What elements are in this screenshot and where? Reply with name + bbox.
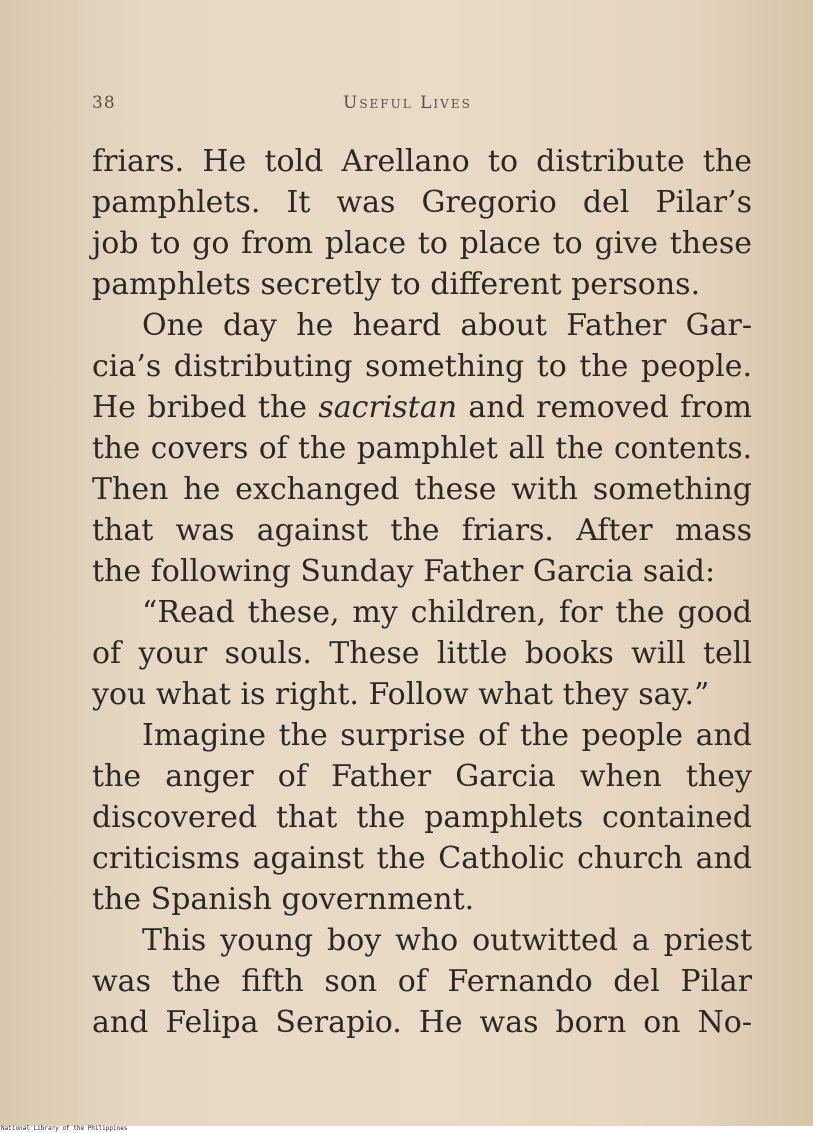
text-line: pamphlets secretly to different persons. — [92, 267, 701, 302]
text-fragment: He bribed the — [92, 390, 319, 425]
text-line: of your souls. These little books will tell — [92, 636, 752, 671]
library-credit: National Library of the Philippines — [1, 1125, 128, 1132]
text-line: friars. He told Arellano to distribute the — [92, 144, 752, 179]
text-line: was the fifth son of Fernando del Pilar — [92, 964, 752, 999]
text-line — [92, 387, 752, 428]
text-line: you what is right. Follow what they say.” — [92, 677, 710, 712]
body-text — [92, 141, 752, 1043]
text-fragment: and removed from — [457, 390, 752, 425]
page-number: 38 — [92, 93, 116, 113]
italic-word: sacristan — [318, 390, 458, 425]
text-line: pamphlets. It was Gregorio del Pilar’s — [92, 185, 752, 220]
text-line: that was against the friars. After mass — [92, 513, 752, 548]
text-line: the following Sunday Father Garcia said: — [92, 554, 716, 589]
text-line: One day he heard about Father Gar- — [142, 308, 752, 343]
text-line: the covers of the pamphlet all the contents. — [92, 431, 752, 465]
text-line: discovered that the pamphlets contained — [92, 800, 752, 835]
running-head — [0, 93, 813, 117]
text-line: and Felipa Serapio. He was born on No- — [92, 1005, 752, 1040]
text-line: “Read these, my children, for the good — [142, 595, 752, 630]
text-line: the anger of Father Garcia when they — [92, 759, 752, 794]
text-line: criticisms against the Catholic church and — [92, 841, 752, 876]
text-line: This young boy who outwitted a priest — [142, 923, 752, 958]
text-line: Then he exchanged these with something — [92, 472, 752, 507]
text-line: the Spanish government. — [92, 882, 475, 917]
text-line: Imagine the surprise of the people and — [142, 718, 752, 753]
running-title: Useful Lives — [343, 93, 472, 113]
text-line: job to go from place to place to give these — [92, 226, 752, 261]
text-line: cia’s distributing something to the people. — [92, 349, 752, 384]
